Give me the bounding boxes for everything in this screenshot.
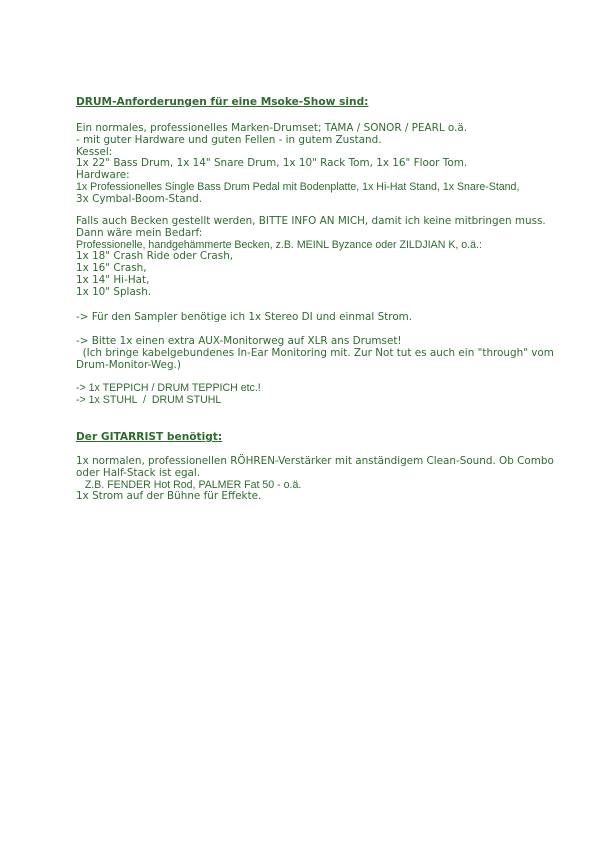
text-line: Ein normales, professionelles Marken-Drumset; TAMA / SONOR / PEARL o.ä. <box>76 122 468 134</box>
text-line: -> Bitte 1x einen extra AUX-Monitorweg auf XLR ans Drumset! <box>76 335 402 347</box>
text-line: 1x 14" Hi-Hat, <box>76 273 150 286</box>
text-line: -> 1x TEPPICH / DRUM TEPPICH etc.! <box>76 382 261 394</box>
guitar-section <box>76 456 556 503</box>
text-line: 1x 10" Splash. <box>76 285 152 298</box>
text-line: 3x Cymbal-Boom-Stand. <box>76 192 203 205</box>
drum-monitor-section <box>76 336 556 371</box>
text-line: Z.B. FENDER Hot Rod, PALMER Fat 50 - o.ä. <box>76 478 302 491</box>
text-line: 1x 16" Crash, <box>76 262 147 275</box>
drum-cymbals-section <box>76 216 556 299</box>
text-line: Falls auch Becken gestellt werden, BITTE INFO AN MICH, damit ich keine mitbringen muss. <box>76 215 546 227</box>
text-line: (Ich bringe kabelgebundenes In-Ear Monitoring mit. Zur Not tut es auch ein "through" vom <box>76 346 554 359</box>
text-line: 1x Professionelles Single Bass Drum Pedal mit Bodenplatte, 1x Hi-Hat Stand, 1x Snare-Stand, <box>76 180 520 193</box>
drum-heading: DRUM-Anforderungen für eine Msoke-Show sind: <box>76 96 369 108</box>
text-line: - mit guter Hardware und guten Fellen - in gutem Zustand. <box>76 133 382 146</box>
text-line: Hardware: <box>76 169 130 182</box>
drum-sampler-section <box>76 312 556 324</box>
guitar-heading: Der GITARRIST benötigt: <box>76 431 223 443</box>
text-line: 1x 18" Crash Ride oder Crash, <box>76 250 234 263</box>
text-line: oder Half-Stack ist egal. <box>76 466 201 479</box>
text-line: Professionelle, handgehämmerte Becken, z.B. MEINL Byzance oder ZILDJIAN K, o.ä.: <box>76 238 482 251</box>
text-line: Drum-Monitor-Weg.) <box>76 358 181 371</box>
text-line: Kessel: <box>76 145 113 158</box>
text-line: 1x 22" Bass Drum, 1x 14" Snare Drum, 1x 10" Rack Tom, 1x 16" Floor Tom. <box>76 157 468 170</box>
text-line: Dann wäre mein Bedarf: <box>76 226 203 239</box>
text-line: 1x Strom auf der Bühne für Effekte. <box>76 490 262 503</box>
text-line: 1x normalen, professionellen RÖHREN-Verstärker mit anständigem Clean-Sound. Ob Combo <box>76 455 554 467</box>
text-line: -> 1x STUHL / DRUM STUHL <box>76 393 222 406</box>
drum-intro-section <box>76 123 556 206</box>
drum-extras-section <box>76 383 556 407</box>
text-line: -> Für den Sampler benötige ich 1x Stereo DI und einmal Strom. <box>76 311 413 323</box>
